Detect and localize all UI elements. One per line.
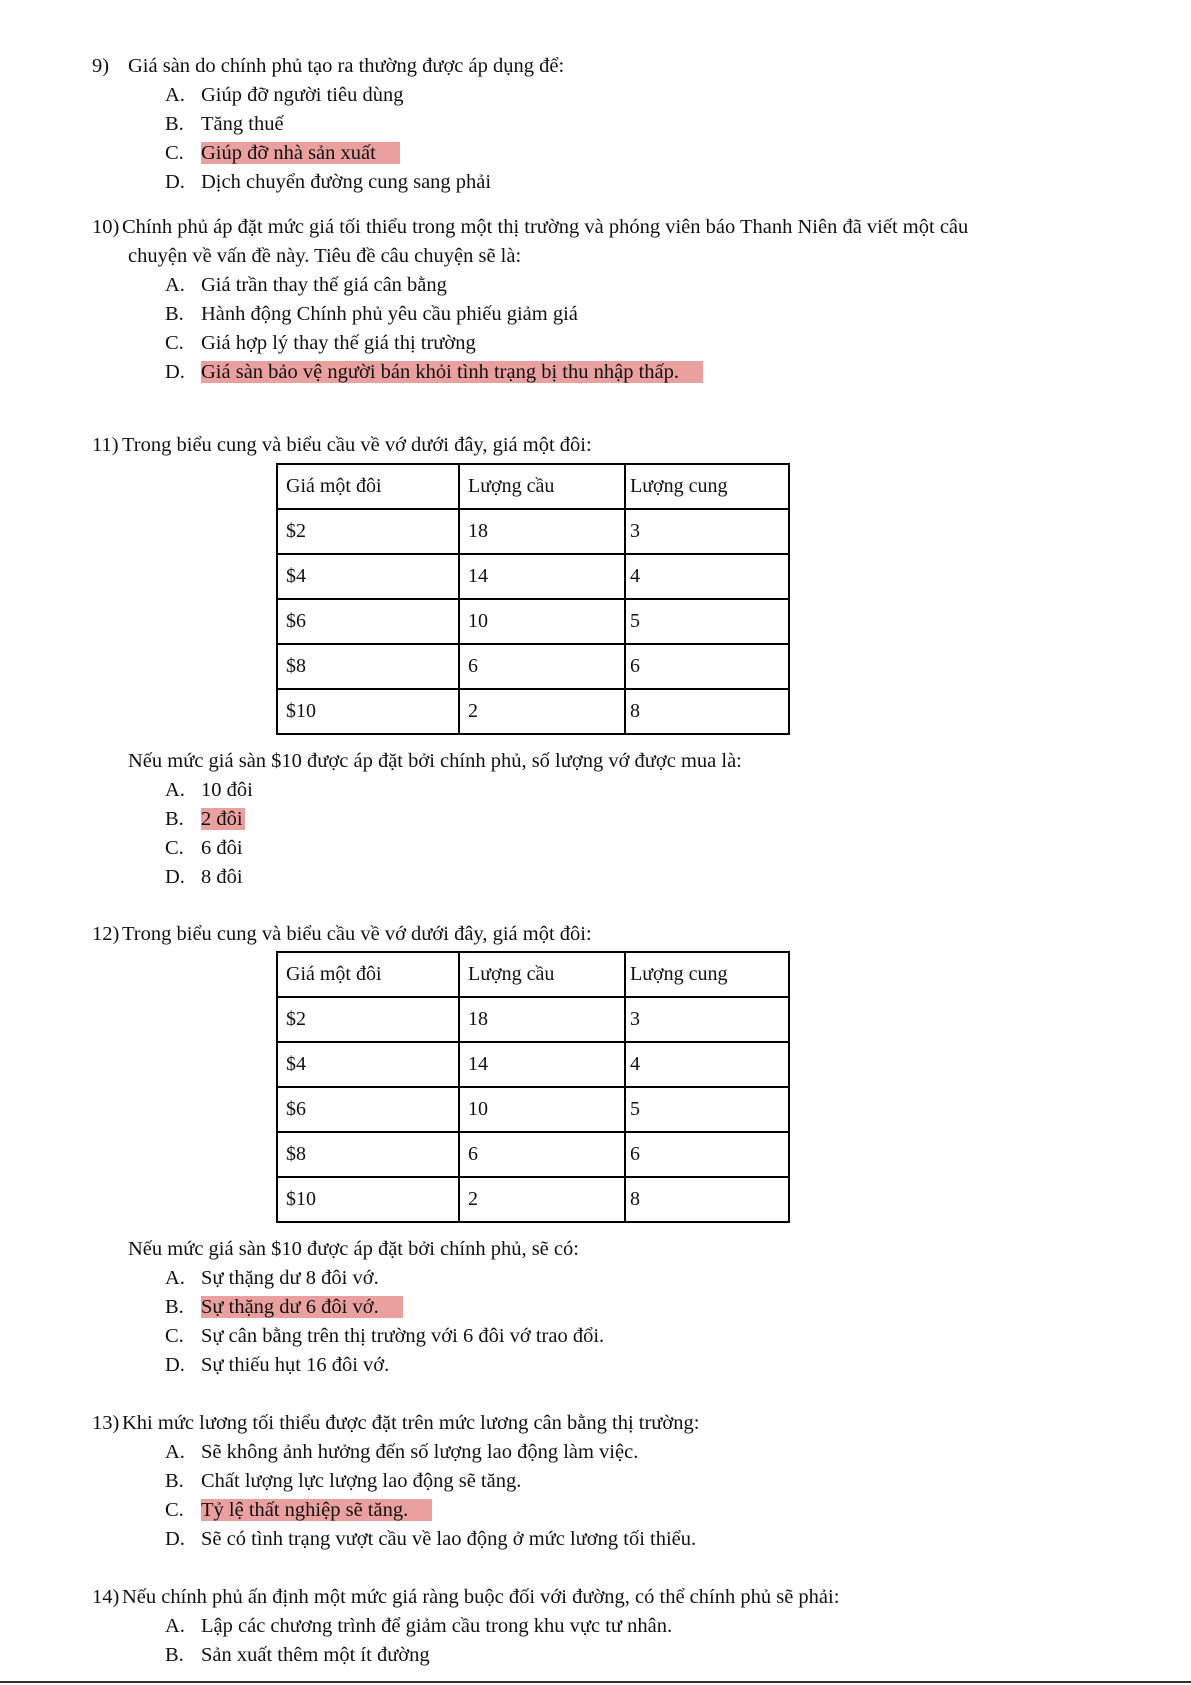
header-price: Giá một đôi	[277, 952, 459, 997]
answer-highlight: Sự thặng dư 6 đôi vớ.	[201, 1296, 403, 1318]
option-d-highlighted: D. Giá sàn bảo vệ người bán khỏi tình trạng bị thu nhập thấp.	[165, 358, 1041, 387]
option-d: D. Sẽ có tình trạng vượt cầu về lao động ở mức lương tối thiểu.	[165, 1528, 697, 1550]
option-c-highlighted: C. Tỷ lệ thất nghiệp sẽ tăng.	[165, 1496, 772, 1525]
question-12	[92, 920, 592, 949]
table-header-row	[277, 464, 789, 509]
question-number: 9)	[92, 55, 110, 77]
question-text: Nếu chính phủ ấn định một mức giá ràng buộc đối với đường, có thể chính phủ sẽ phải:	[122, 1586, 840, 1608]
option-d: D. Dịch chuyển đường cung sang phải	[165, 171, 492, 193]
table-row: $8 6 6	[277, 1132, 789, 1177]
option-c-highlighted: C. Giúp đỡ nhà sản xuất	[165, 139, 637, 168]
question-number: 10)	[92, 216, 120, 238]
option-a: A. Sự thặng dư 8 đôi vớ.	[165, 1267, 379, 1289]
question-11	[92, 431, 592, 460]
option-b: B. Hành động Chính phủ yêu cầu phiếu giảm giá	[165, 303, 578, 325]
supply-demand-table-2	[276, 951, 790, 1223]
option-a: A. 10 đôi	[165, 779, 253, 801]
page-bottom-rule	[0, 1681, 1191, 1683]
table-row: $8 6 6	[277, 644, 789, 689]
answer-highlight: Tỷ lệ thất nghiệp sẽ tăng.	[201, 1499, 432, 1521]
question-text: Giá sàn do chính phủ tạo ra thường được áp dụng để:	[128, 55, 565, 77]
question-followup: Nếu mức giá sàn $10 được áp đặt bởi chính phủ, số lượng vớ được mua là:	[128, 750, 742, 772]
option-b: B. Chất lượng lực lượng lao động sẽ tăng.	[165, 1470, 522, 1492]
table-row: $6 10 5	[277, 1087, 789, 1132]
option-b: B. Sản xuất thêm một ít đường	[165, 1644, 430, 1666]
option-d: D. Sự thiếu hụt 16 đôi vớ.	[165, 1354, 390, 1376]
option-a: A. Sẽ không ảnh hưởng đến số lượng lao động làm việc.	[165, 1441, 639, 1463]
question-text: Trong biểu cung và biểu cầu về vớ dưới đây, giá một đôi:	[122, 434, 592, 456]
question-10	[92, 213, 968, 387]
answer-highlight: 2 đôi	[201, 808, 243, 830]
table-row: $10 2 8	[277, 1177, 789, 1222]
question-11-options	[92, 747, 742, 892]
header-supply: Lượng cung	[625, 464, 789, 509]
option-b-highlighted: B. Sự thặng dư 6 đôi vớ.	[165, 1293, 652, 1322]
option-c: C. 6 đôi	[165, 837, 243, 859]
header-supply: Lượng cung	[625, 952, 789, 997]
header-price: Giá một đôi	[277, 464, 459, 509]
table-row: $4 14 4	[277, 554, 789, 599]
option-c: C. Sự cân bằng trên thị trường với 6 đôi vớ trao đổi.	[165, 1325, 605, 1347]
question-13	[92, 1409, 699, 1554]
table-header-row	[277, 952, 789, 997]
table-row: $2 18 3	[277, 509, 789, 554]
table-row: $10 2 8	[277, 689, 789, 734]
option-a: A. Giá trần thay thế giá cân bằng	[165, 274, 447, 296]
question-text: Khi mức lương tối thiểu được đặt trên mức lương cân bằng thị trường:	[122, 1412, 700, 1434]
table-row: $4 14 4	[277, 1042, 789, 1087]
option-a: A. Giúp đỡ người tiêu dùng	[165, 84, 404, 106]
question-number: 11)	[92, 434, 119, 456]
question-number: 13)	[92, 1412, 120, 1434]
answer-highlight: Giúp đỡ nhà sản xuất	[201, 142, 400, 164]
table-row: $6 10 5	[277, 599, 789, 644]
question-number: 14)	[92, 1586, 120, 1608]
table-row: $2 18 3	[277, 997, 789, 1042]
question-9	[92, 52, 564, 197]
question-12-options	[92, 1235, 605, 1380]
answer-highlight: Giá sàn bảo vệ người bán khỏi tình trạng bị thu nhập thấp.	[201, 361, 703, 383]
question-text: Chính phủ áp đặt mức giá tối thiểu trong một thị trường và phóng viên báo Thanh Niên đã viết một câu	[122, 216, 969, 238]
question-number: 12)	[92, 923, 120, 945]
supply-demand-table-1	[276, 463, 790, 735]
header-demand: Lượng cầu	[459, 464, 625, 509]
header-demand: Lượng cầu	[459, 952, 625, 997]
question-followup: Nếu mức giá sàn $10 được áp đặt bởi chính phủ, sẽ có:	[128, 1238, 579, 1260]
question-text: Trong biểu cung và biểu cầu về vớ dưới đây, giá một đôi:	[122, 923, 592, 945]
option-c: C. Giá hợp lý thay thế giá thị trường	[165, 332, 476, 354]
question-text-continued: chuyện về vấn đề này. Tiêu đề câu chuyện sẽ là:	[128, 245, 522, 267]
option-a: A. Lập các chương trình để giảm cầu trong khu vực tư nhân.	[165, 1615, 673, 1637]
option-b-highlighted: B. 2 đôi	[165, 808, 243, 830]
question-14	[92, 1583, 839, 1670]
option-d: D. 8 đôi	[165, 866, 243, 888]
option-b: B. Tăng thuế	[165, 113, 284, 135]
